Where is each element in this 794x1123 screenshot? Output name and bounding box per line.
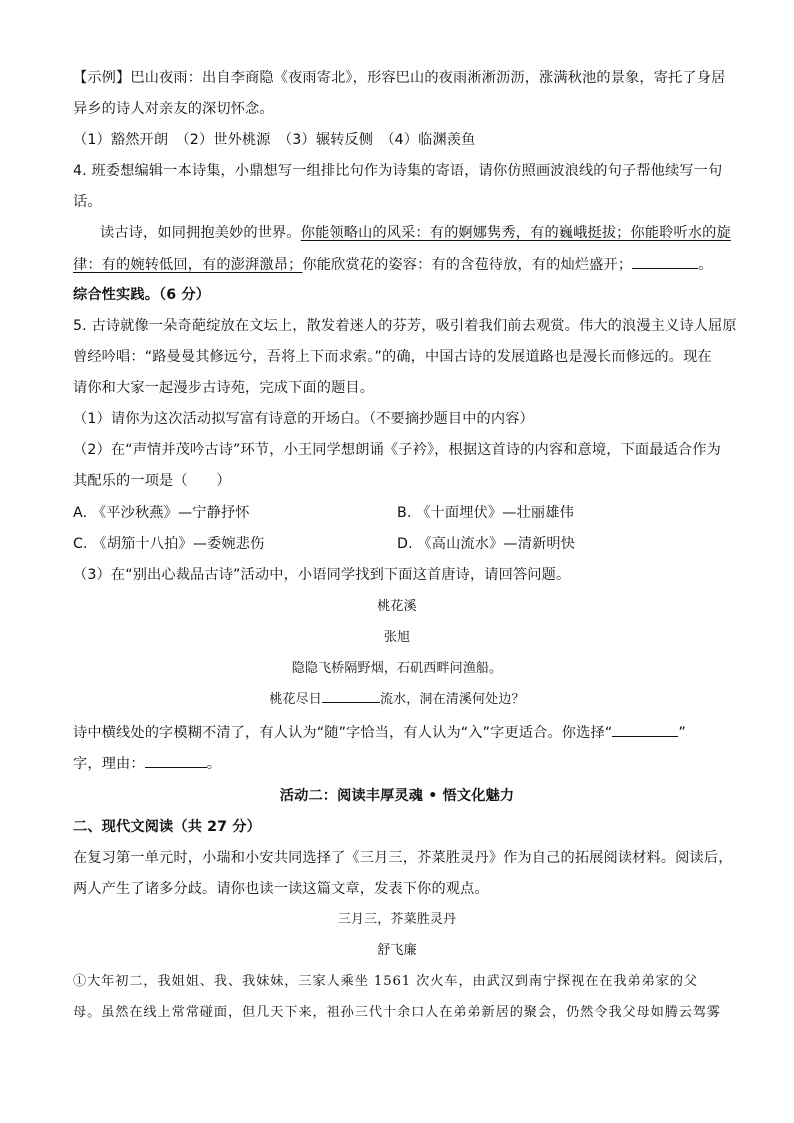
- poem-blank: [322, 690, 380, 703]
- reading-intro-line-2: 两人产生了诸多分歧。请你也读一读这篇文章，发表下你的观点。: [73, 881, 489, 897]
- question-5-sub-1: （1）请你为这次活动拟写富有诗意的开场白。（不要摘抄题目中的内容）: [73, 411, 534, 427]
- question-5-line-3: 请你和大家一起漫步古诗苑，完成下面的题目。: [73, 380, 375, 396]
- poem-line-2: [0, 690, 794, 710]
- q4-text-a: 读古诗，如同拥抱美妙的世界。: [100, 225, 301, 241]
- article-paragraph-1-line-2: 母。虽然在线上常常碰面，但几天下来，祖孙三代十余口人在弟弟新居的聚会，仍然令我父母如腾云驾雾: [73, 1005, 722, 1020]
- poem-title: 桃花溪: [377, 599, 417, 614]
- q5-3-choice-blank[interactable]: [612, 722, 678, 737]
- example-line-1: 【示例】巴山夜雨：出自李商隐《夜雨寄北》，形容巴山的夜雨淅淅沥沥，涨满秋池的景象，寄托了身居: [73, 70, 726, 86]
- poem-line-1: 隐隐飞桥隔野烟，石矶西畔问渔船。: [291, 661, 503, 676]
- q5-3-line-1: [73, 722, 686, 743]
- q5-3-reason-blank[interactable]: [145, 753, 207, 768]
- q4-wavy-underlined-1: 你能领略山的风采：有的婀娜隽秀，有的巍峨挺拔；你能聆听水的旋: [300, 225, 731, 241]
- section-practice-heading: 综合性实践。（6 分）: [73, 287, 211, 303]
- question-4-line-1: 4. 班委想编辑一本诗集，小鼎想写一组排比句作为诗集的寄语，请你仿照画波浪线的句子帮他续写一句: [73, 163, 723, 179]
- q4-parallel-sentence-line-2: [73, 254, 713, 275]
- option-d[interactable]: D. 《高山流水》—清新明快: [397, 536, 576, 552]
- section-reading-heading: 二、现代文阅读（共 27 分）: [73, 819, 261, 835]
- question-4-line-2: 话。: [73, 194, 102, 210]
- q5-3-close-quote: ”: [678, 725, 686, 741]
- q4-end-mark: 。: [698, 257, 713, 273]
- question-5-line-1: 5. 古诗就像一朵奇葩绽放在文坛上，散发着迷人的芬芳，吸引着我们前去观赏。伟大的浪漫主义诗人屈原: [73, 318, 737, 334]
- q4-text-b: 你能欣赏花的姿容：有的含苞待放，有的灿烂盛开；: [302, 257, 633, 273]
- q5-3-line-2: [73, 753, 221, 774]
- article-author: 舒飞廉: [377, 943, 417, 958]
- example-line-2: 异乡的诗人对亲友的深切怀念。: [73, 101, 274, 117]
- article-paragraph-1-line-1: ①大年初二，我姐姐、我、我妹妹，三家人乘坐 1561 次火车，由武汉到南宁探视在在我弟弟家的父: [73, 974, 698, 989]
- idiom-options: （1）豁然开朗 （2）世外桃源 （3）辗转反侧 （4）临渊羡鱼: [73, 132, 476, 148]
- question-5-sub-2-line-2: 其配乐的一项是（ ）: [73, 473, 231, 489]
- question-5-sub-3: （3）在“别出心裁品古诗”活动中，小语同学找到下面这首唐诗，请回答问题。: [73, 567, 571, 583]
- option-a[interactable]: A. 《平沙秋燕》—宁静抒怀: [73, 505, 250, 521]
- activity-2-heading: 活动二：阅读丰厚灵魂 • 悟文化魅力: [279, 788, 515, 804]
- reading-intro-line-1: 在复习第一单元时，小瑞和小安共同选择了《三月三，芥菜胜灵丹》作为自己的拓展阅读材料。阅读后，: [73, 850, 733, 866]
- option-b[interactable]: B. 《十面埋伏》—壮丽雄伟: [397, 505, 574, 521]
- q5-3-end-mark: 。: [206, 756, 222, 772]
- question-5-sub-2-line-1: （2）在“声情并茂吟古诗”环节，小王同学想朗诵《子衿》，根据这首诗的内容和意境，下面最适合作为: [73, 442, 721, 458]
- option-c[interactable]: C. 《胡笳十八拍》—委婉悲伤: [73, 536, 265, 552]
- poem-line-2-start: 桃花尽日: [269, 692, 322, 707]
- q4-wavy-underlined-2: 律：有的婉转低回，有的澎湃激昂；: [73, 257, 303, 273]
- article-title: 三月三，芥菜胜灵丹: [337, 912, 457, 927]
- q5-3-prompt: 诗中横线处的字模糊不清了，有人认为“随”字恰当，有人认为“入”字更适合。你选择“: [73, 725, 613, 741]
- poem-line-2-end: 流水，洞在清溪何处边？: [379, 692, 525, 707]
- poem-author: 张旭: [383, 630, 411, 645]
- q4-answer-blank[interactable]: [632, 254, 698, 269]
- q5-3-reason-label: 字，理由：: [73, 756, 145, 772]
- q4-parallel-sentence-line-1: [100, 223, 731, 243]
- question-5-line-2: 曾经吟唱：“路曼曼其修远兮，吾将上下而求索。”的确，中国古诗的发展道路也是漫长而修远的。现在: [73, 349, 712, 365]
